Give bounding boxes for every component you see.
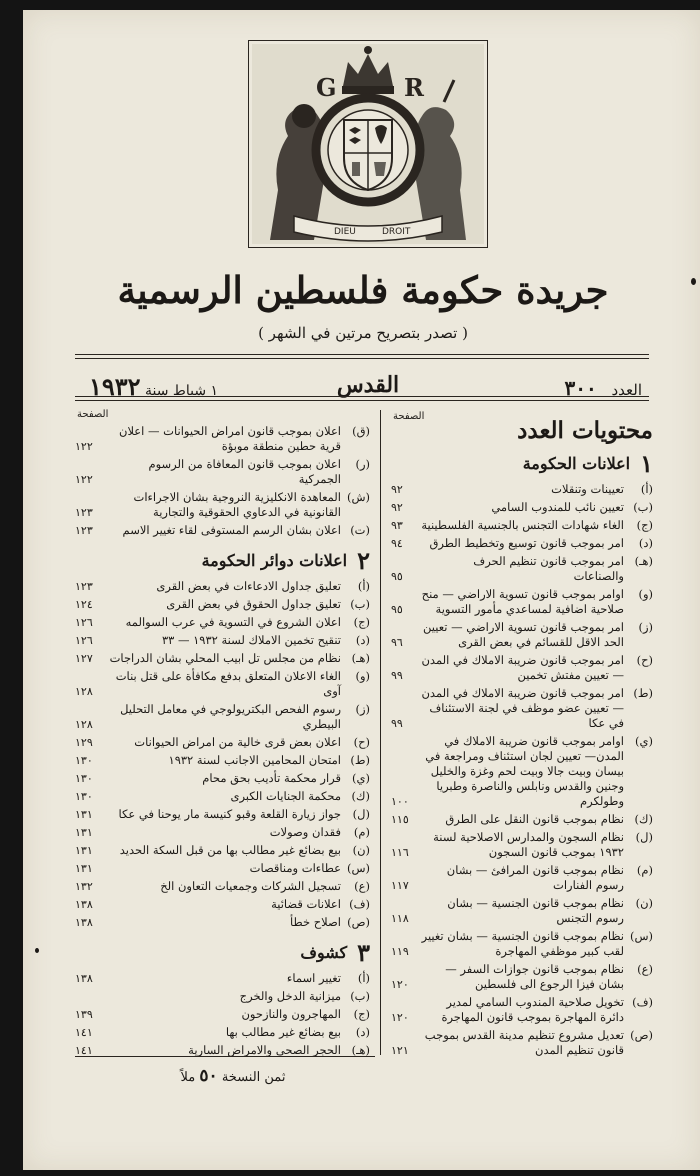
entry-page-number: ٩٦ — [391, 636, 403, 649]
entry-text: اعلان بشان الرسم المستوفى لقاء تغيير الاسم — [122, 523, 341, 537]
section-2-heading — [75, 546, 370, 575]
entry-text: نظام من مجلس تل ابيب المحلي بشان الدراجات — [109, 651, 341, 665]
entry-text: تعليق جداول الحقوق في بعض القرى — [166, 597, 341, 611]
toc-entry — [75, 1025, 370, 1040]
entry-text: تخويل صلاحية المندوب السامي لمدير دائرة المهاجرة بموجب قانون المهاجرة — [441, 995, 624, 1024]
toc-header — [391, 405, 653, 444]
entry-text: نظام السجون والمدارس الاصلاحية لسنة ١٩٣٢ بموجب قانون السجون — [433, 830, 624, 859]
entry-letter: (ي) — [352, 771, 370, 785]
entry-letter: (أ) — [640, 482, 653, 496]
entry-text: امر بموجب قانون ضريبة الاملاك في المدن — تعيين مفتش تخمين — [421, 653, 624, 682]
entry-letter: (ح) — [353, 735, 370, 749]
section-1-continued-entries — [75, 424, 370, 538]
entry-text: اصلاح خطأ — [290, 915, 341, 929]
entry-letter: (ط) — [350, 753, 370, 767]
entry-letter: (ط) — [633, 686, 653, 700]
issue-value: ٣٠٠ — [564, 376, 597, 400]
toc-entry — [75, 879, 370, 894]
toc-entry — [391, 812, 653, 827]
toc-entry — [75, 989, 370, 1004]
entry-text: الغاء شهادات التجنس بالجنسية الفلسطينية — [421, 518, 624, 532]
toc-entry — [75, 490, 370, 520]
entry-page-number: ١٢٨ — [75, 685, 93, 698]
entry-letter: (ص) — [630, 1028, 653, 1042]
toc-entry — [75, 579, 370, 594]
entry-page-number: ١٣١ — [75, 826, 93, 839]
entry-letter: (ك) — [634, 812, 653, 826]
entry-text: بيع بضائع غير مطالب بها — [225, 1025, 341, 1039]
toc-entry — [391, 995, 653, 1025]
entry-letter: (و) — [638, 587, 653, 601]
section-1-heading — [391, 449, 653, 478]
entry-page-number: ١٢٣ — [75, 580, 93, 593]
toc-entry — [75, 1007, 370, 1022]
section-3-number: ٣ — [357, 938, 370, 967]
entry-page-number: ١١٩ — [391, 945, 409, 958]
edge-mark — [691, 278, 696, 285]
toc-entry — [391, 962, 653, 992]
entry-text: اعلان بعض قرى خالية من امراض الحيوانات — [134, 735, 341, 749]
entry-letter: (د) — [638, 536, 653, 550]
entry-page-number: ١١٥ — [391, 813, 409, 826]
entry-letter: (ق) — [352, 424, 370, 438]
toc-right-column — [391, 405, 653, 1061]
entry-letter: (ب) — [350, 989, 370, 1003]
crest-monogram-r: R — [404, 73, 424, 102]
entry-text: نظام بموجب قانون الجنسية — بشان تغيير لقب كبير موظفي المهاجرة — [421, 929, 624, 958]
entry-letter: (ع) — [354, 879, 370, 893]
toc-entry — [75, 825, 370, 840]
entry-page-number: ١٤١ — [75, 1026, 93, 1039]
entry-letter: (ت) — [350, 523, 370, 537]
entry-text: تعيين نائب للمندوب السامي — [491, 500, 624, 514]
section-3-title: كشوف — [300, 943, 348, 962]
entry-text: محكمة الجنايات الكبرى — [230, 789, 341, 803]
entry-page-number: ٩٩ — [391, 669, 403, 682]
entry-page-number: ١١٧ — [391, 879, 409, 892]
entry-letter: (ج) — [636, 518, 653, 532]
gazette-page — [23, 10, 700, 1170]
toc-entry — [75, 457, 370, 487]
section-1-entries — [391, 482, 653, 1058]
toc-entry — [391, 653, 653, 683]
toc-entry — [75, 523, 370, 538]
toc-entry — [391, 929, 653, 959]
entry-letter: (ل) — [352, 807, 370, 821]
entry-text: تعديل مشروع تنظيم مدينة القدس بموجب قانون تنظيم المدن — [424, 1028, 624, 1057]
toc-entry — [75, 807, 370, 822]
entry-page-number: ١٢٣ — [75, 524, 93, 537]
entry-page-number: ٩٩ — [391, 717, 403, 730]
entry-page-number: ١٣٠ — [75, 772, 93, 785]
entry-text: اعلان الشروع في التسوية في عرب السوالمه — [125, 615, 341, 629]
entry-page-number: ١٣١ — [75, 808, 93, 821]
toc-entry — [75, 915, 370, 930]
entry-letter: (ز) — [355, 702, 370, 716]
entry-letter: (أ) — [357, 971, 370, 985]
entry-text: فقدان وصولات — [269, 825, 341, 839]
entry-text: اعلان بموجب قانون امراض الحيوانات — اعلان قرية حطين منطقة موبؤة — [119, 424, 341, 453]
entry-text: تعيينات وتنقلات — [551, 482, 624, 496]
crest-monogram-g: G — [316, 73, 337, 102]
entry-text: امر بموجب قانون تسوية الاراضي — تعيين الحد الاقل للقسائم في بعض القرى — [423, 620, 624, 649]
section-2-entries — [75, 579, 370, 930]
left-page-column-header: الصفحة — [77, 409, 109, 420]
entry-text: نظام بموجب قانون المرافئ — بشان رسوم الفنارات — [446, 863, 624, 892]
entry-page-number: ١٣٨ — [75, 898, 93, 911]
left-page-header-row — [75, 405, 370, 421]
entry-page-number: ١٢١ — [391, 1044, 409, 1057]
edge-mark — [35, 948, 39, 953]
entry-letter: (ص) — [347, 915, 370, 929]
entry-letter: (م) — [353, 825, 370, 839]
section-2-title: اعلانات دوائر الحكومة — [201, 551, 348, 570]
entry-letter: (د) — [355, 1025, 370, 1039]
toc-entry — [391, 500, 653, 515]
issue-year: ١٩٣٢ — [89, 372, 141, 401]
entry-letter: (ن) — [635, 896, 653, 910]
header-rule-top — [75, 354, 649, 355]
entry-text: نظام بموجب قانون جوازات السفر — بشان فيزا الرجوع الى فلسطين — [445, 962, 624, 991]
entry-text: اعلانات قضائية — [271, 897, 341, 911]
toc-entry — [75, 615, 370, 630]
entry-text: قرار محكمة تأديب بحق محام — [202, 771, 341, 785]
column-divider — [380, 410, 381, 1055]
entry-text: نظام بموجب قانون الجنسية — بشان رسوم التجنس — [447, 896, 624, 925]
toc-entry — [391, 896, 653, 926]
entry-page-number: ١٢٢ — [75, 440, 93, 453]
entry-text: تسجيل الشركات وجمعيات التعاون الخ — [160, 879, 341, 893]
toc-entry — [391, 482, 653, 497]
header-rule-bottom — [75, 396, 649, 397]
price-label: ثمن النسخة — [221, 1070, 286, 1085]
entry-page-number: ١٣١ — [75, 862, 93, 875]
entry-page-number: ١٣٠ — [75, 790, 93, 803]
section-3-heading — [75, 938, 370, 967]
entry-page-number: ٩٥ — [391, 603, 403, 616]
entry-letter: (س) — [629, 929, 653, 943]
entry-text: ميزانية الدخل والخرج — [239, 989, 341, 1003]
entry-text: اوامر بموجب قانون تسوية الاراضي — منح صلاحية اضافية لمساعدي مأمور التسوية — [421, 587, 624, 616]
entry-page-number: ١٢٨ — [75, 718, 93, 731]
entry-text: تعليق جداول الادعاءات في بعض القرى — [156, 579, 341, 593]
entry-letter: (س) — [346, 861, 370, 875]
entry-page-number: ٩٤ — [391, 537, 403, 550]
entry-text: المعاهدة الانكليزية النروجية بشان الاجراءات القانونية في الدعاوي الحقوقية والتجارية — [133, 490, 341, 519]
issue-date-text: ١ شباط سنة — [145, 383, 219, 399]
entry-letter: (هـ) — [351, 1043, 370, 1057]
entry-page-number: ١١٦ — [391, 846, 409, 859]
gazette-title: جريدة حكومة فلسطين الرسمية — [117, 268, 609, 312]
entry-letter: (ب) — [350, 597, 370, 611]
toc-entry — [391, 518, 653, 533]
gazette-subtitle: ( تصدر بتصريح مرتين في الشهر ) — [258, 324, 468, 342]
entry-letter: (ع) — [637, 962, 653, 976]
entry-page-number: ١٣٩ — [75, 1008, 93, 1021]
entry-letter: (ز) — [638, 620, 653, 634]
entry-text: امر بموجب قانون ضريبة الاملاك في المدن — تعيين عضو موظف في لجنة الاستئناف في عكا — [421, 686, 624, 730]
entry-page-number: ١١٨ — [391, 912, 409, 925]
entry-page-number: ٩٢ — [391, 483, 403, 496]
entry-letter: (ف) — [632, 995, 653, 1009]
entry-page-number: ١٢٠ — [391, 978, 409, 991]
toc-entry — [75, 843, 370, 858]
toc-title: محتويات العدد — [517, 417, 653, 444]
section-1-number: ١ — [640, 449, 653, 478]
toc-entry — [391, 620, 653, 650]
toc-entry — [391, 554, 653, 584]
price-unit: ملاً — [180, 1070, 196, 1085]
entry-page-number: ١٣٨ — [75, 972, 93, 985]
entry-page-number: ٩٢ — [391, 501, 403, 514]
toc-entry — [391, 863, 653, 893]
entry-text: امر بموجب قانون تنظيم الحرف والصناعات — [473, 554, 624, 583]
entry-letter: (ج) — [353, 615, 370, 629]
entry-page-number: ١٢٩ — [75, 736, 93, 749]
entry-page-number: ١٣٢ — [75, 880, 93, 893]
entry-letter: (ك) — [351, 789, 370, 803]
royal-coat-of-arms — [248, 40, 488, 248]
issue-city: القدس — [336, 372, 400, 398]
entry-text: بيع بضائع غير مطالب بها من قبل السكة الحديد — [119, 843, 341, 857]
toc-entry — [391, 587, 653, 617]
toc-entry — [391, 536, 653, 551]
entry-page-number: ١٢٧ — [75, 652, 93, 665]
entry-page-number: ١٢٣ — [75, 506, 93, 519]
toc-entry — [75, 897, 370, 912]
toc-entry — [391, 830, 653, 860]
header-rule-top-double — [75, 358, 649, 359]
entry-text: تنقيح تخمين الاملاك لسنة ١٩٣٢ — ٣٣ — [161, 633, 341, 647]
entry-page-number: ١٠٠ — [391, 795, 409, 808]
toc-entry — [391, 686, 653, 731]
entry-letter: (ب) — [633, 500, 653, 514]
toc-entry — [75, 789, 370, 804]
toc-entry — [75, 771, 370, 786]
crest-motto-droit: DROIT — [382, 227, 411, 237]
page-column-header: الصفحة — [393, 411, 425, 422]
entry-letter: (و) — [355, 669, 370, 683]
entry-letter: (ش) — [346, 490, 370, 504]
entry-letter: (ي) — [635, 734, 653, 748]
footer-rule — [75, 1056, 375, 1057]
entry-page-number: ١٣٠ — [75, 754, 93, 767]
toc-entry — [75, 597, 370, 612]
entry-page-number: ١٢٦ — [75, 634, 93, 647]
toc-entry — [75, 735, 370, 750]
entry-text: الحجر الصحي والامراض السارية — [188, 1043, 341, 1057]
header-rule-bottom-double — [75, 400, 649, 401]
toc-entry — [75, 633, 370, 648]
entry-letter: (أ) — [357, 579, 370, 593]
price-value: ٥٠ — [199, 1066, 218, 1086]
section-3-entries — [75, 971, 370, 1058]
crest-motto-dieu: DIEU — [334, 227, 356, 237]
entry-page-number: ١٢٢ — [75, 473, 93, 486]
toc-entry — [75, 861, 370, 876]
entry-letter: (ج) — [353, 1007, 370, 1021]
toc-entry — [391, 734, 653, 809]
entry-text: اوامر بموجب قانون ضريبة الاملاك في المدن— تعيين لجان استئناف ومراجعة في بيسان وبيت جالا وبيت لحم وغزة والخليل وجنين والقدس ونابلس والناصرة وطبريا وطولكرم — [425, 734, 624, 808]
toc-left-column — [75, 405, 370, 1061]
copy-price — [103, 1066, 363, 1086]
section-1-title: اعلانات الحكومة — [522, 454, 631, 473]
entry-text: امر بموجب قانون توسيع وتخطيط الطرق — [429, 536, 624, 550]
entry-page-number: ١٢٠ — [391, 1011, 409, 1024]
entry-text: الغاء الاعلان المتعلق بدفع مكافأة على قتل بنات آوى — [115, 669, 341, 698]
entry-text: المهاجرون والنازحون — [241, 1007, 341, 1021]
issue-label: العدد — [611, 381, 642, 399]
entry-page-number: ٩٣ — [391, 519, 403, 532]
toc-entry — [75, 669, 370, 699]
entry-text: جواز زيارة القلعة وقبو كنيسة مار يوحنا في عكا — [118, 807, 341, 821]
entry-page-number: ١٤١ — [75, 1044, 93, 1057]
entry-text: رسوم الفحص البكتريولوجي في معامل التحليل البيطري — [120, 702, 341, 731]
entry-page-number: ١٢٦ — [75, 616, 93, 629]
entry-letter: (هـ) — [634, 554, 653, 568]
entry-letter: (ل) — [635, 830, 653, 844]
entry-text: اعلان بموجب قانون المعافاة من الرسوم الجمركية — [148, 457, 341, 486]
toc-entry — [75, 753, 370, 768]
entry-page-number: ١٢٤ — [75, 598, 93, 611]
toc-entry — [391, 1028, 653, 1058]
toc-entry — [75, 702, 370, 732]
entry-letter: (ف) — [349, 897, 370, 911]
entry-page-number: ١٣٨ — [75, 916, 93, 929]
section-2-number: ٢ — [357, 546, 370, 575]
entry-text: نظام بموجب قانون النقل على الطرق — [445, 812, 624, 826]
entry-letter: (ح) — [636, 653, 653, 667]
entry-page-number: ٩٥ — [391, 570, 403, 583]
toc-entry — [75, 971, 370, 986]
entry-page-number: ١٣١ — [75, 844, 93, 857]
entry-text: امتحان المحامين الاجانب لسنة ١٩٣٢ — [168, 753, 341, 767]
entry-letter: (د) — [355, 633, 370, 647]
entry-letter: (م) — [636, 863, 653, 877]
entry-text: عطاءات ومناقصات — [249, 861, 341, 875]
entry-text: تغيير اسماء — [286, 971, 341, 985]
entry-letter: (ن) — [352, 843, 370, 857]
entry-letter: (ر) — [355, 457, 370, 471]
toc-entry — [75, 424, 370, 454]
entry-letter: (هـ) — [351, 651, 370, 665]
toc-entry — [75, 651, 370, 666]
